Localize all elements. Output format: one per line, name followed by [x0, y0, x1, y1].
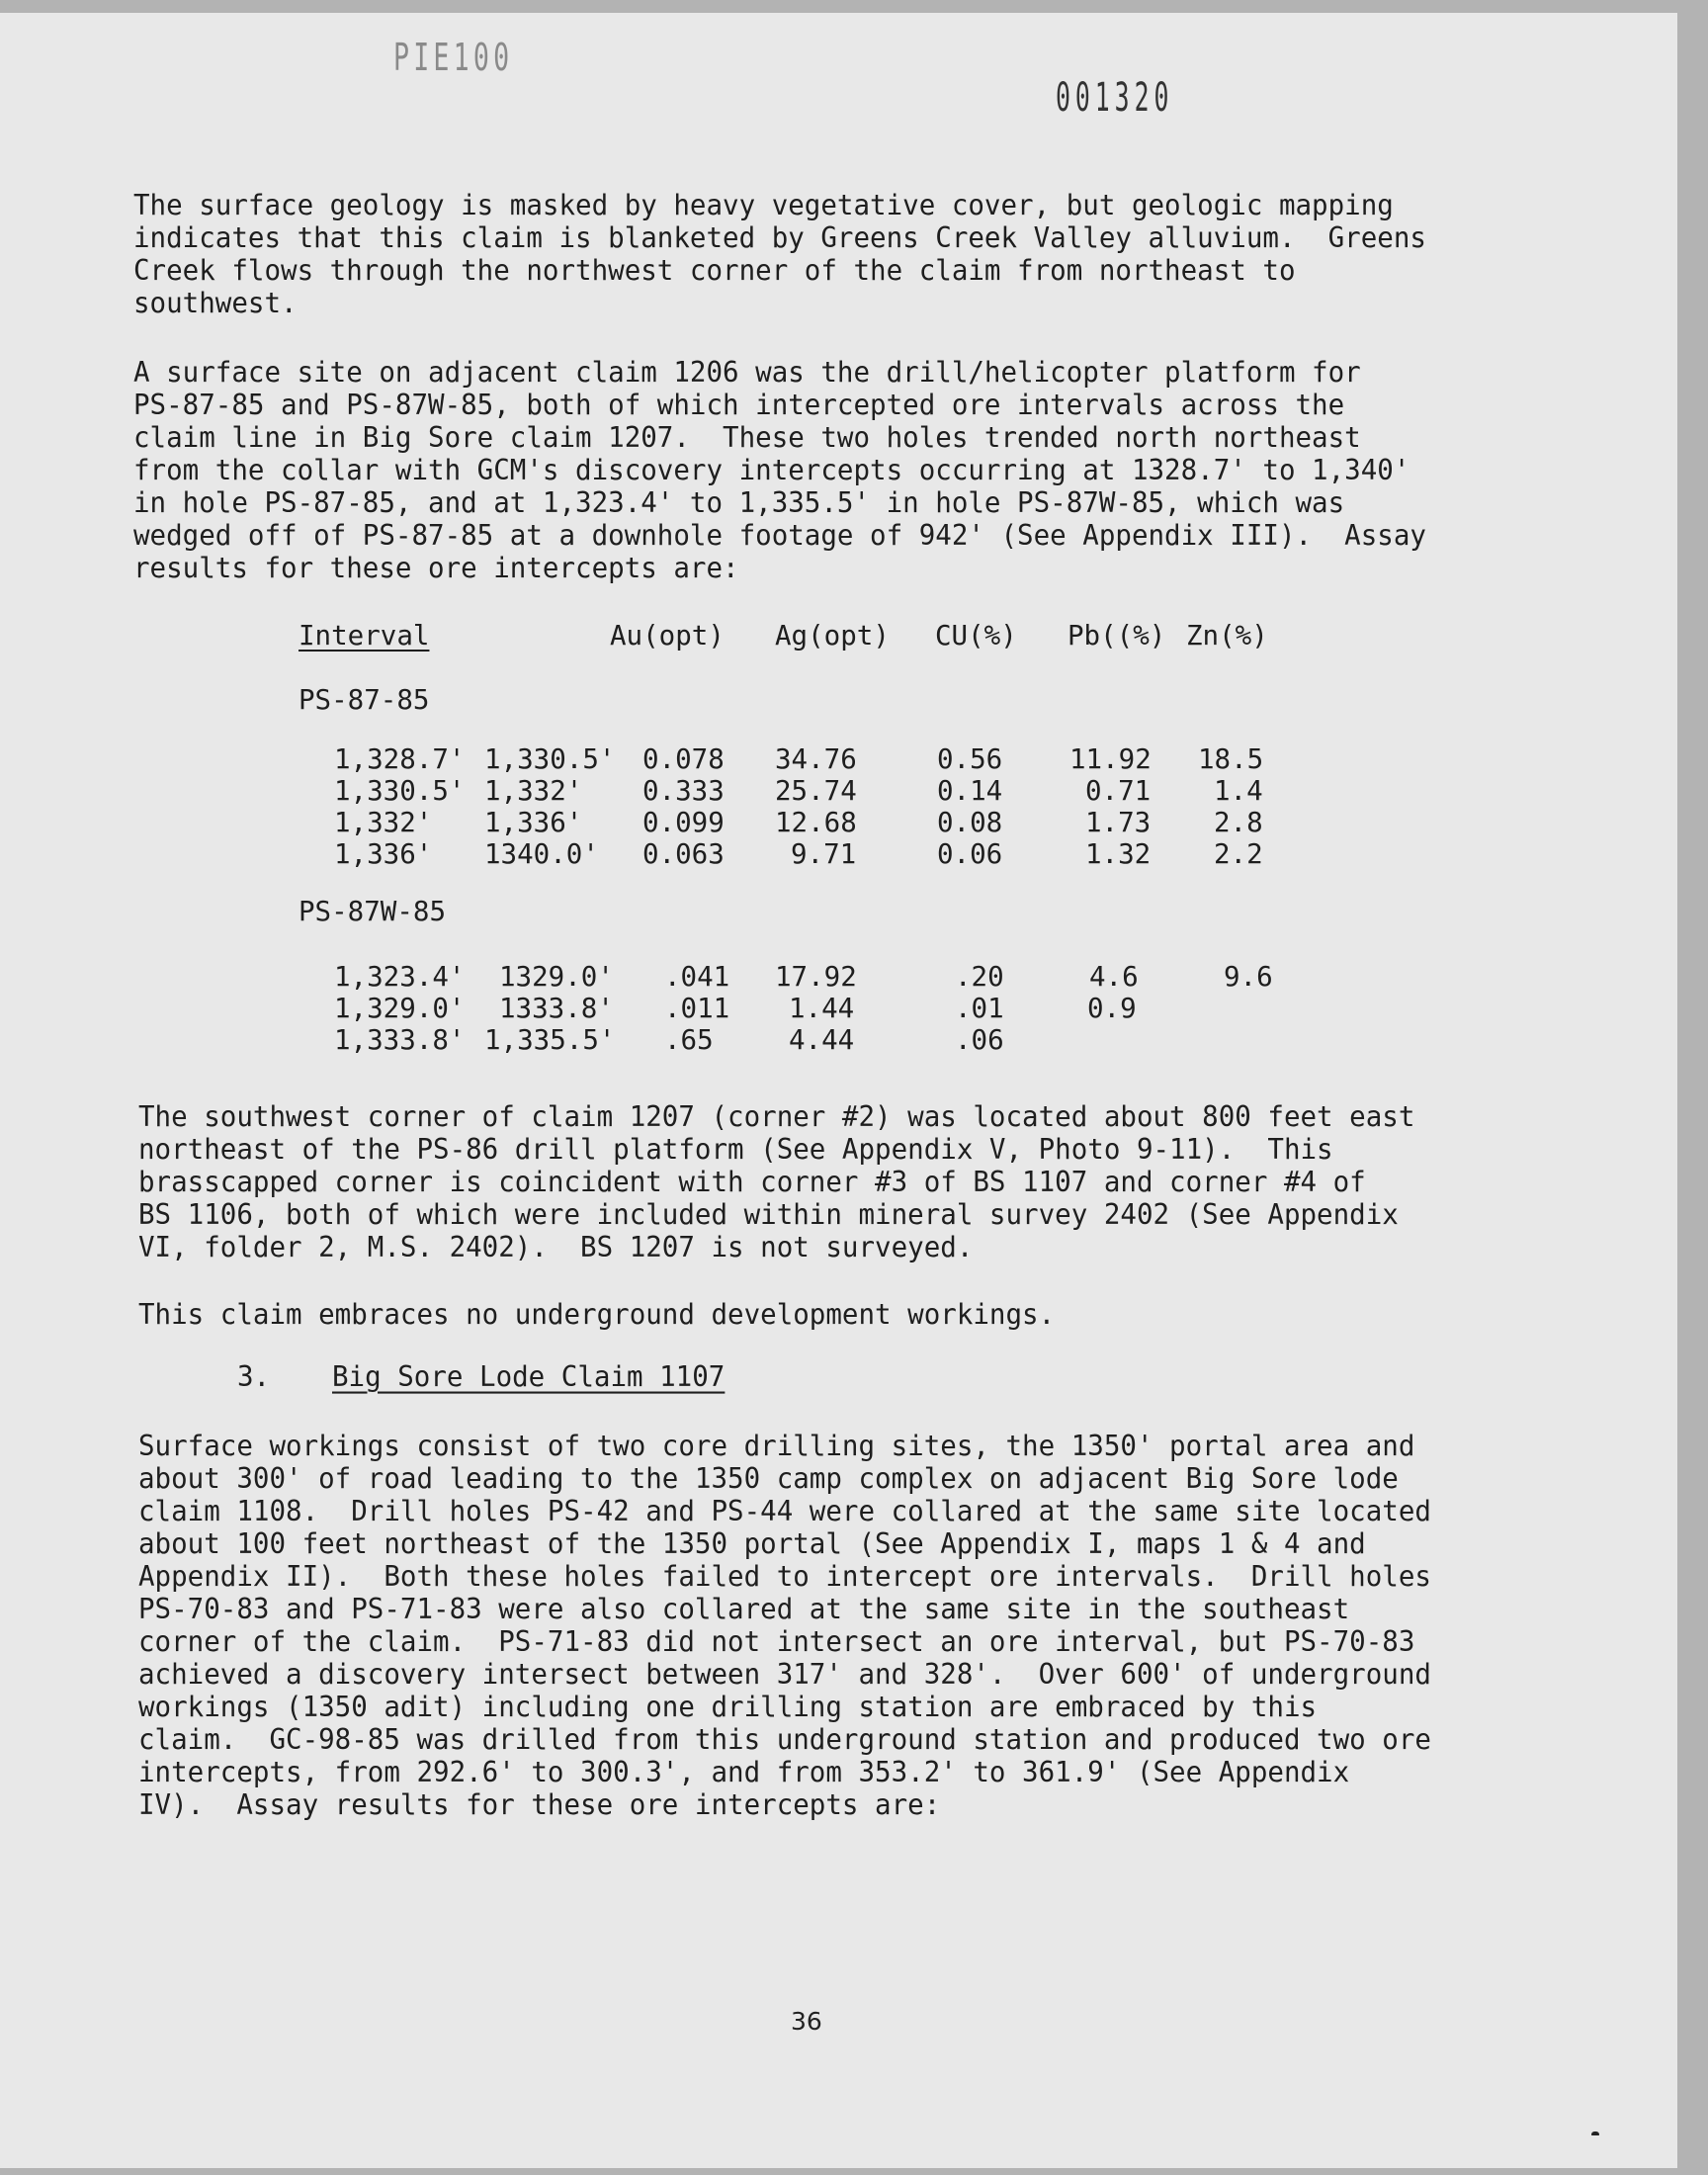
text-line: indicates that this claim is blanketed by Greens Creek Valley alluvium. Greens: [133, 221, 1426, 255]
cell-pb: 0.71: [1085, 775, 1152, 807]
text-line: IV). Assay results for these ore intercepts are:: [138, 1788, 941, 1822]
column-header-cu: CU(%): [935, 620, 1017, 652]
cell-to: 1329.0': [499, 961, 614, 993]
cell-pb: 1.73: [1085, 807, 1152, 838]
cell-pb: 1.32: [1085, 838, 1152, 870]
cell-from: 1,328.7': [334, 743, 466, 775]
text-line: Creek flows through the northwest corner of the claim from northeast to: [133, 254, 1296, 288]
cell-pb: 4.6: [1089, 961, 1139, 993]
cell-to: 1,332': [484, 775, 583, 807]
page-number: 36: [791, 2007, 822, 2036]
cell-from: 1,329.0': [334, 993, 466, 1024]
text-line: BS 1106, both of which were included within mineral survey 2402 (See Appendix: [138, 1198, 1399, 1232]
cell-zn: 9.6: [1224, 961, 1273, 993]
cell-cu: 0.06: [937, 838, 1003, 870]
text-line: about 100 feet northeast of the 1350 portal (See Appendix I, maps 1 & 4 and: [138, 1527, 1366, 1561]
text-line: from the collar with GCM's discovery intercepts occurring at 1328.7' to 1,340': [133, 454, 1410, 487]
text-line: Surface workings consist of two core drilling sites, the 1350' portal area and: [138, 1430, 1415, 1463]
text-line: brasscapped corner is coincident with corner #3 of BS 1107 and corner #4 of: [138, 1166, 1366, 1199]
cell-au: 0.333: [642, 775, 725, 807]
cell-au: .041: [664, 961, 730, 993]
cell-cu: .20: [955, 961, 1004, 993]
document-page: [0, 13, 1677, 2168]
cell-cu: 0.14: [937, 775, 1003, 807]
column-header-ag: Ag(opt): [775, 620, 890, 652]
text-line: The southwest corner of claim 1207 (corner #2) was located about 800 feet east: [138, 1100, 1415, 1134]
paragraph-no-underground: This claim embraces no underground development workings.: [138, 1298, 1056, 1332]
cell-ag: 12.68: [775, 807, 857, 838]
cell-to: 1340.0': [484, 838, 599, 870]
text-line: claim. GC-98-85 was drilled from this underground station and produced two ore: [138, 1723, 1431, 1757]
cell-from: 1,330.5': [334, 775, 466, 807]
cell-ag: 34.76: [775, 743, 857, 775]
text-line: achieved a discovery intersect between 317' and 328'. Over 600' of underground: [138, 1658, 1431, 1692]
column-header-pb: Pb((%): [1068, 620, 1166, 652]
text-line: northeast of the PS-86 drill platform (See Appendix V, Photo 9-11). This: [138, 1133, 1333, 1167]
text-line: PS-87-85 and PS-87W-85, both of which intercepted ore intervals across the: [133, 389, 1345, 422]
hole-label: PS-87W-85: [299, 896, 447, 927]
text-line: claim 1108. Drill holes PS-42 and PS-44 were collared at the same site located: [138, 1495, 1431, 1528]
text-line: southwest.: [133, 287, 298, 320]
text-line: A surface site on adjacent claim 1206 was the drill/helicopter platform for: [133, 356, 1361, 390]
cell-zn: 2.8: [1214, 807, 1263, 838]
cell-cu: 0.08: [937, 807, 1003, 838]
cell-to: 1,335.5': [484, 1024, 616, 1056]
cell-to: 1333.8': [499, 993, 614, 1024]
text-line: intercepts, from 292.6' to 300.3', and from 353.2' to 361.9' (See Appendix: [138, 1756, 1350, 1789]
stamp-top-left: PIE100: [393, 36, 514, 79]
cell-ag: 9.71: [791, 838, 857, 870]
text-line: claim line in Big Sore claim 1207. These two holes trended north northeast: [133, 421, 1361, 455]
hole-label: PS-87-85: [299, 684, 430, 716]
cell-ag: 17.92: [775, 961, 857, 993]
cell-from: 1,336': [334, 838, 433, 870]
cell-to: 1,336': [484, 807, 583, 838]
cell-cu: 0.56: [937, 743, 1003, 775]
text-line: results for these ore intercepts are:: [133, 552, 739, 585]
cell-pb: 11.92: [1069, 743, 1152, 775]
text-line: corner of the claim. PS-71-83 did not intersect an ore interval, but PS-70-83: [138, 1625, 1415, 1659]
cell-from: 1,333.8': [334, 1024, 466, 1056]
cell-from: 1,323.4': [334, 961, 466, 993]
cell-ag: 25.74: [775, 775, 857, 807]
text-line: VI, folder 2, M.S. 2402). BS 1207 is not surveyed.: [138, 1231, 974, 1264]
text-line: PS-70-83 and PS-71-83 were also collared at the same site in the southeast: [138, 1593, 1350, 1626]
section-number: 3.: [237, 1360, 271, 1394]
column-header-zn: Zn(%): [1186, 620, 1268, 652]
cell-zn: 18.5: [1198, 743, 1264, 775]
cell-ag: 1.44: [789, 993, 855, 1024]
text-line: wedged off of PS-87-85 at a downhole footage of 942' (See Appendix III). Assay: [133, 519, 1426, 553]
text-line: The surface geology is masked by heavy vegetative cover, but geologic mapping: [133, 189, 1394, 222]
cell-au: .65: [664, 1024, 714, 1056]
text-line: Appendix II). Both these holes failed to intercept ore intervals. Drill holes: [138, 1560, 1431, 1594]
cell-cu: .06: [955, 1024, 1004, 1056]
column-header-interval: Interval: [299, 620, 430, 652]
text-line: in hole PS-87-85, and at 1,323.4' to 1,335.5' in hole PS-87W-85, which was: [133, 486, 1345, 520]
cell-zn: 1.4: [1214, 775, 1263, 807]
cell-zn: 2.2: [1214, 838, 1263, 870]
text-line: workings (1350 adit) including one drilling station are embraced by this: [138, 1691, 1318, 1724]
cell-pb: 0.9: [1087, 993, 1137, 1024]
cell-to: 1,330.5': [484, 743, 616, 775]
cell-au: 0.078: [642, 743, 725, 775]
cell-cu: .01: [955, 993, 1004, 1024]
cell-ag: 4.44: [789, 1024, 855, 1056]
cell-au: 0.063: [642, 838, 725, 870]
column-header-au: Au(opt): [610, 620, 725, 652]
document-number-stamp: 001320: [1056, 75, 1174, 121]
section-title: Big Sore Lode Claim 1107: [332, 1360, 726, 1394]
cell-au: .011: [664, 993, 730, 1024]
cell-from: 1,332': [334, 807, 433, 838]
text-line: about 300' of road leading to the 1350 camp complex on adjacent Big Sore lode: [138, 1462, 1399, 1496]
ink-speck: [1591, 2132, 1599, 2135]
cell-au: 0.099: [642, 807, 725, 838]
